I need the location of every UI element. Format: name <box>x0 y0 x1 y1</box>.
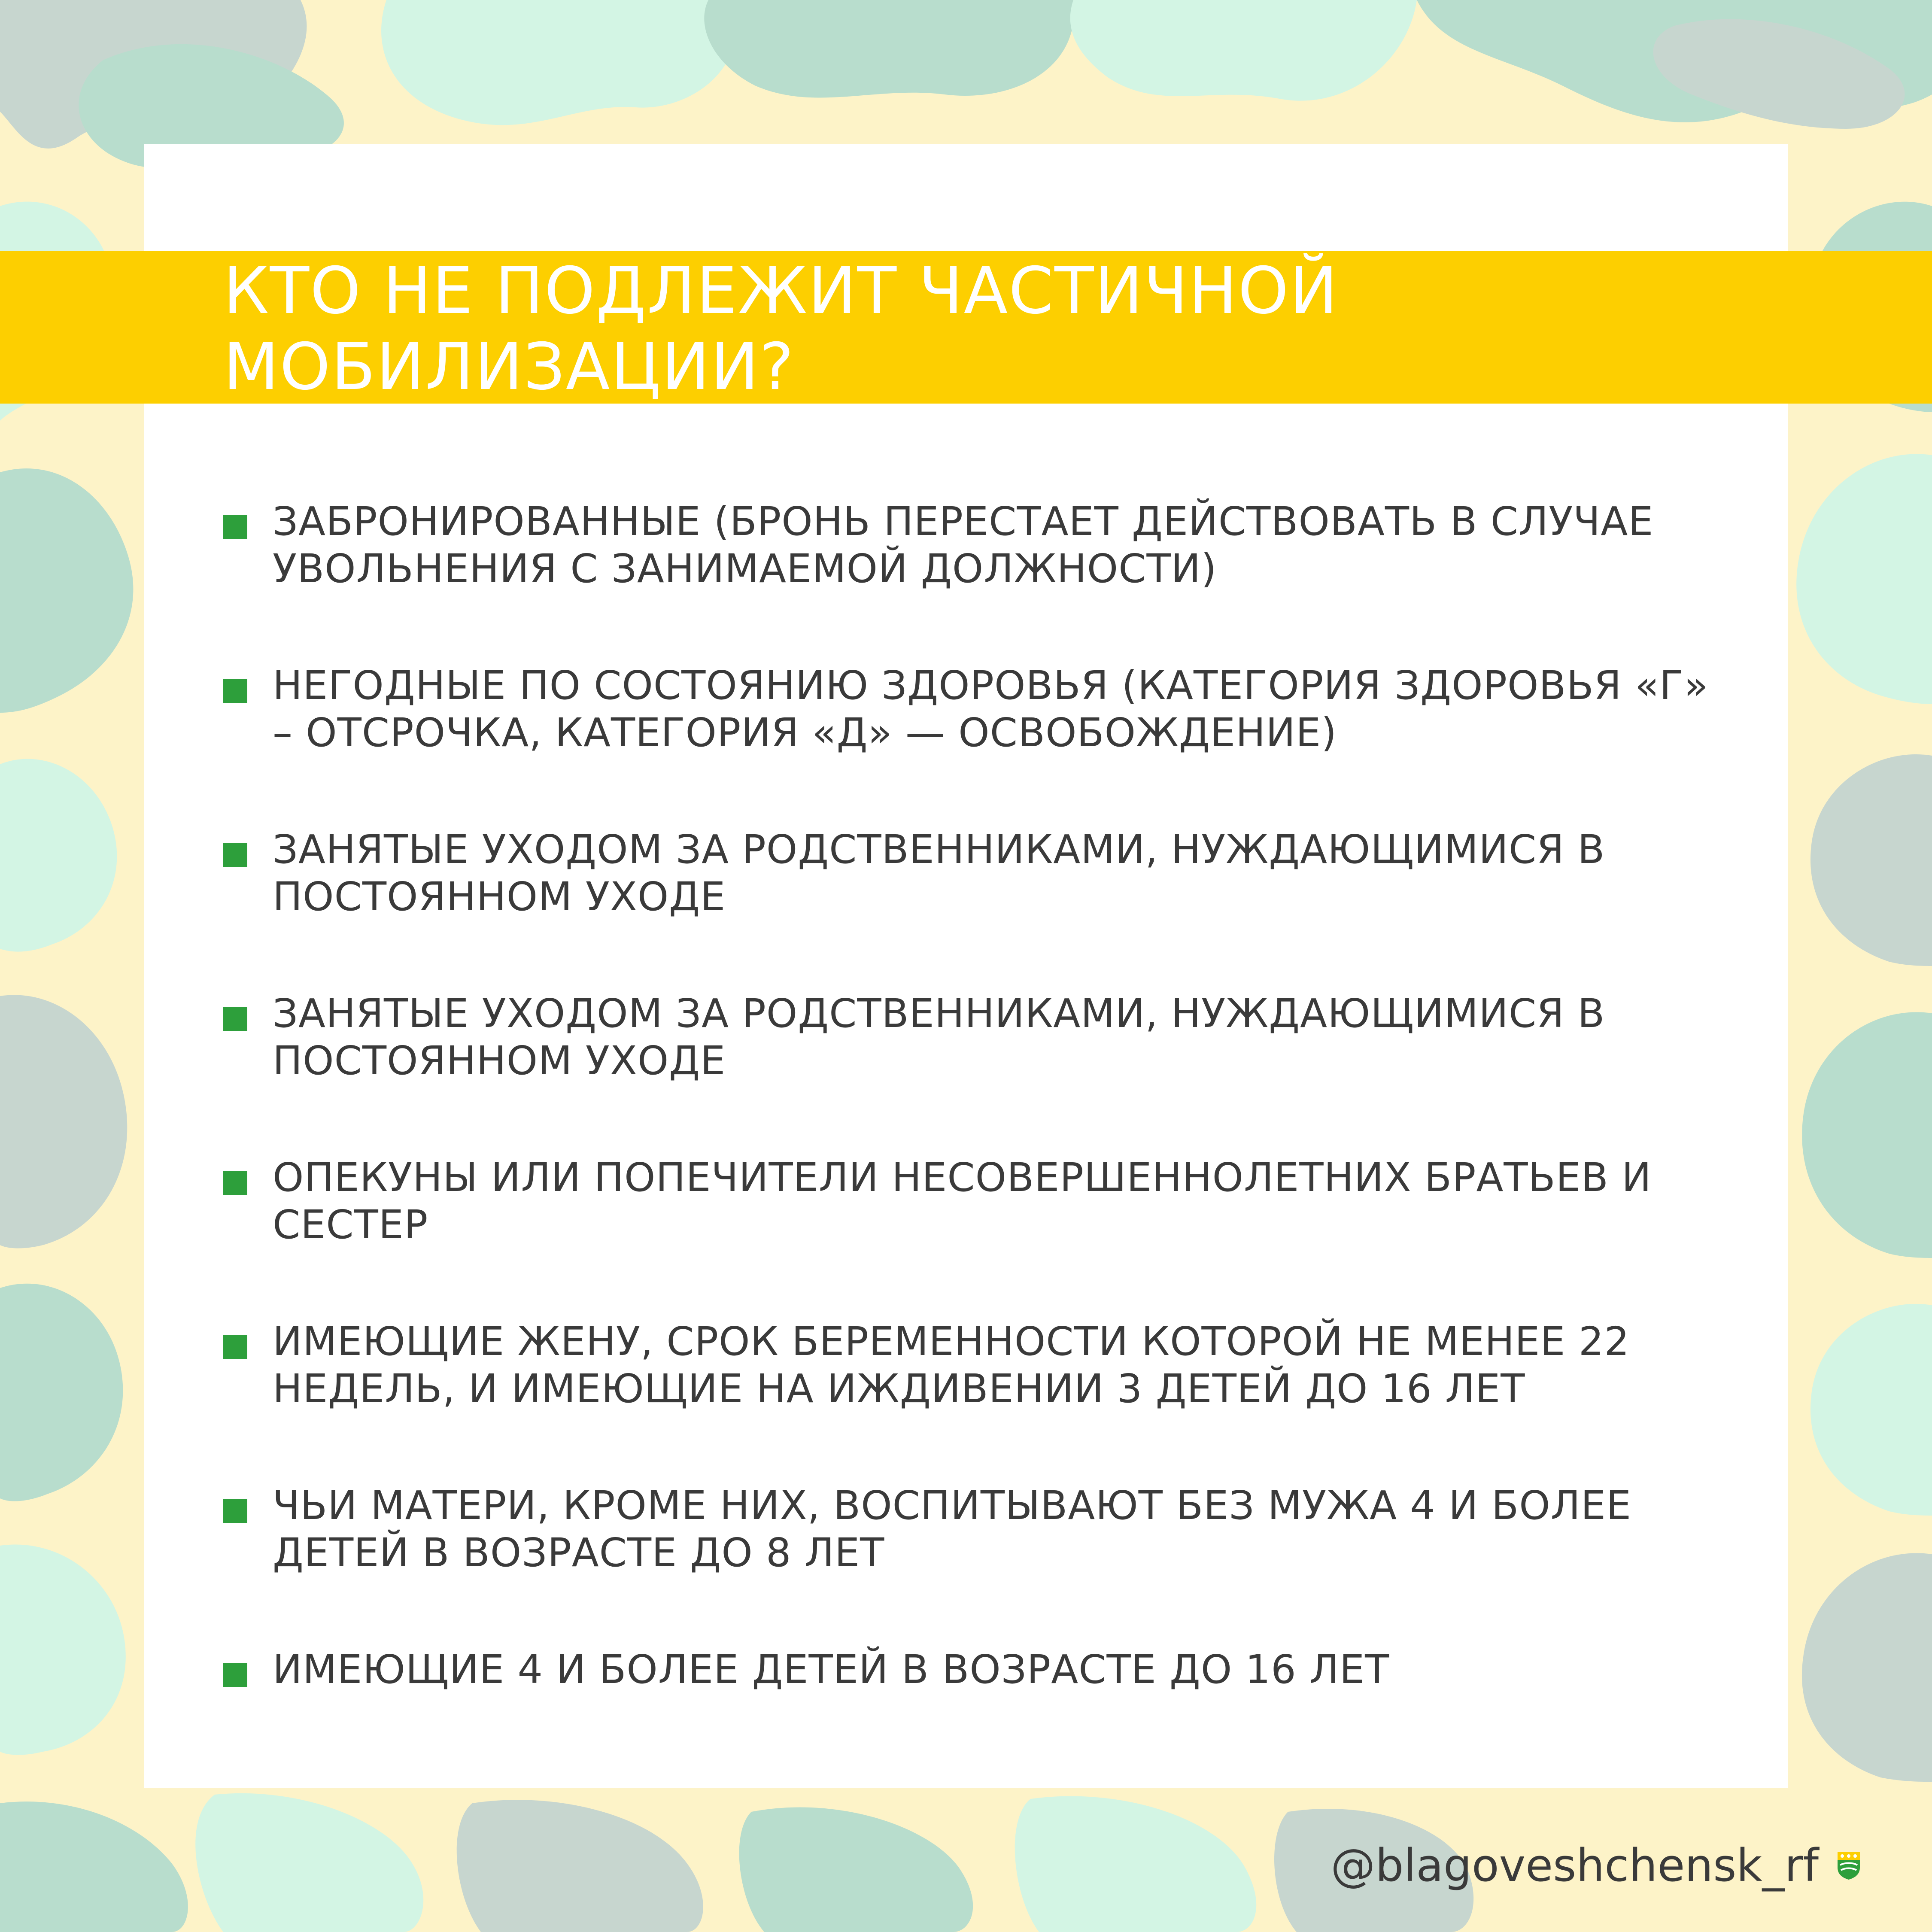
square-bullet-icon <box>223 515 247 539</box>
city-emblem-icon <box>1836 1850 1862 1880</box>
page-title <box>223 253 1726 405</box>
square-bullet-icon <box>223 1007 247 1031</box>
title-line-1: КТО НЕ ПОДЛЕЖИТ ЧАСТИЧНОЙ <box>223 254 1339 328</box>
exemption-list <box>223 498 1726 1810</box>
list-item-text: НЕГОДНЫЕ ПО СОСТОЯНИЮ ЗДОРОВЬЯ (КАТЕГОРИЯ ЗДОРОВЬЯ «Г» – ОТСРОЧКА, КАТЕГОРИЯ «Д» — ОСВОБОЖДЕНИЕ) <box>273 662 1709 756</box>
square-bullet-icon <box>223 1499 247 1523</box>
list-item-text: ЗАНЯТЫЕ УХОДОМ ЗА РОДСТВЕННИКАМИ, НУЖДАЮЩИМИСЯ В ПОСТОЯННОМ УХОДЕ <box>273 826 1605 920</box>
list-item <box>223 498 1726 662</box>
square-bullet-icon <box>223 1663 247 1687</box>
list-item <box>223 1482 1726 1646</box>
list-item <box>223 662 1726 826</box>
list-item-text: ЗАБРОНИРОВАННЫЕ (БРОНЬ ПЕРЕСТАЕТ ДЕЙСТВОВАТЬ В СЛУЧАЕ УВОЛЬНЕНИЯ С ЗАНИМАЕМОЙ ДОЛЖНОСТИ) <box>273 498 1654 592</box>
handle-text: @blagoveshchensk_rf <box>1331 1839 1819 1892</box>
list-item <box>223 1318 1726 1482</box>
list-item-text: ЧЬИ МАТЕРИ, КРОМЕ НИХ, ВОСПИТЫВАЮТ БЕЗ МУЖА 4 И БОЛЕЕ ДЕТЕЙ В ВОЗРАСТЕ ДО 8 ЛЕТ <box>273 1482 1632 1576</box>
title-line-2: МОБИЛИЗАЦИИ? <box>223 330 795 404</box>
list-item-text: ЗАНЯТЫЕ УХОДОМ ЗА РОДСТВЕННИКАМИ, НУЖДАЮЩИМИСЯ В ПОСТОЯННОМ УХОДЕ <box>273 990 1605 1084</box>
social-handle <box>1331 1840 1862 1891</box>
list-item-text: ИМЕЮЩИЕ 4 И БОЛЕЕ ДЕТЕЙ В ВОЗРАСТЕ ДО 16 ЛЕТ <box>273 1646 1390 1692</box>
list-item-text: ИМЕЮЩИЕ ЖЕНУ, СРОК БЕРЕМЕННОСТИ КОТОРОЙ НЕ МЕНЕЕ 22 НЕДЕЛЬ, И ИМЕЮЩИЕ НА ИЖДИВЕНИИ 3 ДЕТЕЙ ДО 16 ЛЕТ <box>273 1318 1630 1412</box>
list-item <box>223 1154 1726 1318</box>
square-bullet-icon <box>223 1335 247 1359</box>
list-item <box>223 990 1726 1154</box>
square-bullet-icon <box>223 679 247 703</box>
list-item <box>223 1646 1726 1810</box>
square-bullet-icon <box>223 1171 247 1195</box>
list-item <box>223 826 1726 990</box>
list-item-text: ОПЕКУНЫ ИЛИ ПОПЕЧИТЕЛИ НЕСОВЕРШЕННОЛЕТНИХ БРАТЬЕВ И СЕСТЕР <box>273 1154 1652 1248</box>
square-bullet-icon <box>223 843 247 867</box>
